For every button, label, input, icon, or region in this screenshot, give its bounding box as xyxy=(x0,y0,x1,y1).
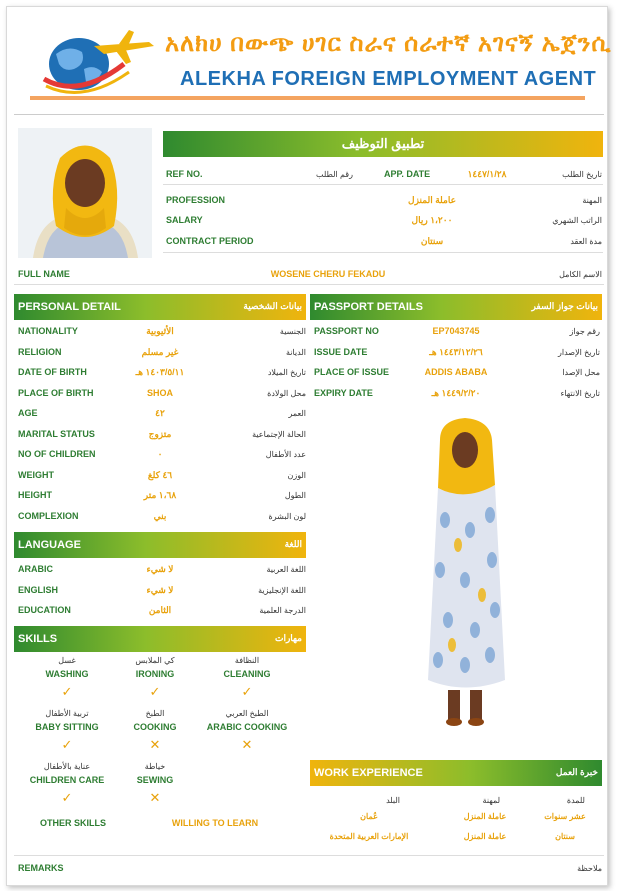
skill-label-ar: النظافة xyxy=(234,656,260,665)
passport-row-label-ar: محل الإصدا xyxy=(562,368,600,377)
portrait-photo xyxy=(18,128,152,258)
cross-icon: ✕ xyxy=(149,790,161,805)
divider xyxy=(163,184,603,185)
language-title-ar: اللغة xyxy=(284,539,302,549)
personal-row-label: NATIONALITY xyxy=(18,326,78,336)
skill-label: IRONING xyxy=(135,669,175,679)
personal-row-label-ar: الطول xyxy=(284,491,306,500)
passport-row-label: ISSUE DATE xyxy=(314,346,368,357)
work-experience-bar xyxy=(310,760,602,786)
skill-label: CHILDREN CARE xyxy=(29,775,105,785)
passport-row-value: ADDIS ABABA xyxy=(424,367,488,377)
skill-label-ar: عناية بالأطفال xyxy=(43,762,91,771)
personal-row-value: ٤٦ كلغ xyxy=(147,469,173,480)
language-bar xyxy=(14,532,306,558)
personal-row-value: بني xyxy=(153,510,167,521)
full-body-photo xyxy=(410,410,520,740)
profession-label: PROFESSION xyxy=(166,195,226,205)
passport-details-title-ar: بيانات جواز السفر xyxy=(531,301,598,311)
passport-row-value: ١٤٤٩/٢/٢٠ هـ xyxy=(431,387,481,398)
personal-row-label: COMPLEXION xyxy=(18,510,79,521)
personal-row-value: SHOA xyxy=(146,387,173,398)
skill-label: WASHING xyxy=(45,669,89,679)
language-row-label-ar: اللغة العربية xyxy=(266,565,306,574)
language-row-value: لا شيء xyxy=(146,564,174,574)
skill-label: SEWING xyxy=(136,775,174,785)
cross-icon: ✕ xyxy=(241,737,253,752)
ref-label: REF NO. xyxy=(166,169,203,179)
work-row-country: عُمان xyxy=(360,812,378,821)
work-experience-title: WORK EXPERIENCE xyxy=(314,767,423,779)
header-divider xyxy=(30,96,585,100)
personal-row-value: متزوج xyxy=(148,428,172,439)
passport-row-label-ar: تاريخ الإصدار xyxy=(557,347,600,357)
profession-value: عاملة المنزل xyxy=(408,195,456,205)
personal-detail-bar xyxy=(14,294,306,320)
skills-bar xyxy=(14,626,306,652)
personal-row-label: AGE xyxy=(18,408,38,418)
passport-row-label-ar: رقم جواز xyxy=(569,327,600,336)
passport-row-label: PLACE OF ISSUE xyxy=(314,367,390,377)
work-header-job: لمهنة xyxy=(482,796,500,805)
personal-row-value: غير مسلم xyxy=(141,346,179,357)
salary-label: SALARY xyxy=(166,215,203,225)
skill-label: BABY SITTING xyxy=(35,722,99,732)
contract-period-value: سنتان xyxy=(420,236,444,246)
divider xyxy=(14,284,604,285)
application-title-bar xyxy=(163,131,603,157)
language-row-value: لا شيء xyxy=(146,584,174,595)
passport-details-title: PASSPORT DETAILS xyxy=(314,301,423,313)
work-header-country: البلد xyxy=(386,796,400,805)
cross-icon: ✕ xyxy=(149,737,161,752)
personal-row-label: WEIGHT xyxy=(18,469,54,480)
remarks-label: REMARKS xyxy=(18,863,64,873)
language-row-label-ar: الدرجة العلمية xyxy=(259,606,306,615)
skill-label-ar: تربية الأطفال xyxy=(45,709,89,718)
agency-name-amharic: አለክሀ በውጭ ሀገር ስራና ሰራተኛ አገናኝ ኤጀንሲ xyxy=(165,30,612,57)
check-icon: ✓ xyxy=(241,684,253,699)
work-experience-title-ar: خبرة العمل xyxy=(555,767,598,777)
check-icon: ✓ xyxy=(149,684,161,699)
skills-title: SKILLS xyxy=(18,633,58,645)
personal-row-label: NO OF CHILDREN xyxy=(18,449,96,459)
contract-period-label-ar: مدة العقد xyxy=(570,237,602,246)
app-date-value: ١٤٤٧/١/٢٨ xyxy=(467,169,507,179)
personal-row-label-ar: الجنسية xyxy=(279,327,306,336)
passport-row-value: EP7043745 xyxy=(432,326,480,336)
personal-row-value: ١،٦٨ متر xyxy=(143,490,177,500)
passport-details-bar xyxy=(310,294,602,320)
work-row-period: سنتان xyxy=(555,832,575,841)
work-row-country: الإمارات العربية المتحدة xyxy=(329,832,409,841)
personal-row-label: RELIGION xyxy=(18,346,62,357)
salary-value: ١،٢٠٠ ريال xyxy=(411,215,453,225)
agency-logo xyxy=(34,24,159,94)
passport-row-label: PASSPORT NO xyxy=(314,326,379,336)
contract-period-label: CONTRACT PERIOD xyxy=(166,236,254,246)
salary-label-ar: الراتب الشهري xyxy=(552,216,602,225)
skill-label: COOKING xyxy=(133,722,177,732)
personal-detail-title-ar: بيانات الشخصية xyxy=(243,301,302,311)
skills-title-ar: مهارات xyxy=(274,633,302,643)
other-skills-label: OTHER SKILLS xyxy=(40,818,107,828)
personal-row-label: PLACE OF BIRTH xyxy=(18,387,94,398)
skill-label: CLEANING xyxy=(223,669,271,679)
ref-label-ar: رقم الطلب xyxy=(316,170,353,179)
personal-row-label-ar: العمر xyxy=(288,409,306,418)
language-row-value: الثامن xyxy=(148,605,172,615)
personal-row-label-ar: محل الولادة xyxy=(267,388,306,398)
skill-label-ar: الطبخ xyxy=(145,709,165,718)
personal-detail-title: PERSONAL DETAIL xyxy=(18,301,121,313)
work-row-job: عاملة المنزل xyxy=(463,832,507,841)
profession-label-ar: المهنة xyxy=(582,196,602,205)
passport-row-label: EXPIRY DATE xyxy=(314,387,373,398)
language-row-label-ar: اللغة الإنجليزية xyxy=(258,585,306,595)
other-skills-value: WILLING TO LEARN xyxy=(171,818,259,828)
passport-row-value: ١٤٤٣/١٢/٢٦ هـ xyxy=(429,346,483,357)
work-row-period: عشر سنوات xyxy=(544,812,586,821)
personal-row-label-ar: تاريخ الميلاد xyxy=(267,368,306,377)
full-name-label: FULL NAME xyxy=(18,269,70,279)
personal-row-label: MARITAL STATUS xyxy=(18,428,95,439)
remarks-label-ar: ملاحظة xyxy=(577,864,602,873)
full-name-value: WOSENE CHERU FEKADU xyxy=(270,269,386,279)
check-icon: ✓ xyxy=(61,684,73,699)
skill-label-ar: كي الملابس xyxy=(135,656,175,665)
skill-label-ar: غسل xyxy=(58,656,76,665)
work-row-job: عاملة المنزل xyxy=(463,812,507,821)
personal-row-label-ar: الحالة الإجتماعية xyxy=(252,429,306,439)
check-icon: ✓ xyxy=(61,790,73,805)
app-date-label-ar: تاريخ الطلب xyxy=(562,170,602,179)
personal-row-label-ar: لون البشرة xyxy=(268,511,306,521)
personal-row-label-ar: الديانة xyxy=(285,347,306,357)
personal-row-value: ٤٢ xyxy=(155,408,165,418)
full-name-label-ar: الاسم الكامل xyxy=(559,270,602,279)
language-row-label: EDUCATION xyxy=(18,605,71,615)
skill-label: ARABIC COOKING xyxy=(206,722,288,732)
personal-row-value: ٠ xyxy=(157,449,163,459)
check-icon: ✓ xyxy=(61,737,73,752)
skill-label-ar: خياطة xyxy=(144,762,166,771)
work-header-period: للمدة xyxy=(566,796,585,805)
language-title: LANGUAGE xyxy=(18,539,81,551)
personal-row-value: الأثيوبية xyxy=(146,326,174,336)
language-row-label: ENGLISH xyxy=(18,584,59,595)
personal-row-label-ar: عدد الأطفال xyxy=(265,450,306,459)
divider xyxy=(163,252,603,253)
divider xyxy=(14,855,604,856)
personal-row-label: HEIGHT xyxy=(18,490,53,500)
personal-row-label: DATE OF BIRTH xyxy=(18,367,87,377)
passport-row-label-ar: تاريخ الانتهاء xyxy=(560,388,600,398)
language-row-label: ARABIC xyxy=(18,564,53,574)
app-date-label: APP. DATE xyxy=(384,169,431,179)
agency-name-english: ALEKHA FOREIGN EMPLOYMENT AGENT xyxy=(180,68,597,90)
skill-label-ar: الطبخ العربي xyxy=(225,709,269,718)
personal-row-label-ar: الوزن xyxy=(287,470,306,480)
application-title: تطبيق التوظيف xyxy=(341,136,425,151)
personal-row-value: ١٤٠٣/٥/١١ هـ xyxy=(135,367,185,377)
